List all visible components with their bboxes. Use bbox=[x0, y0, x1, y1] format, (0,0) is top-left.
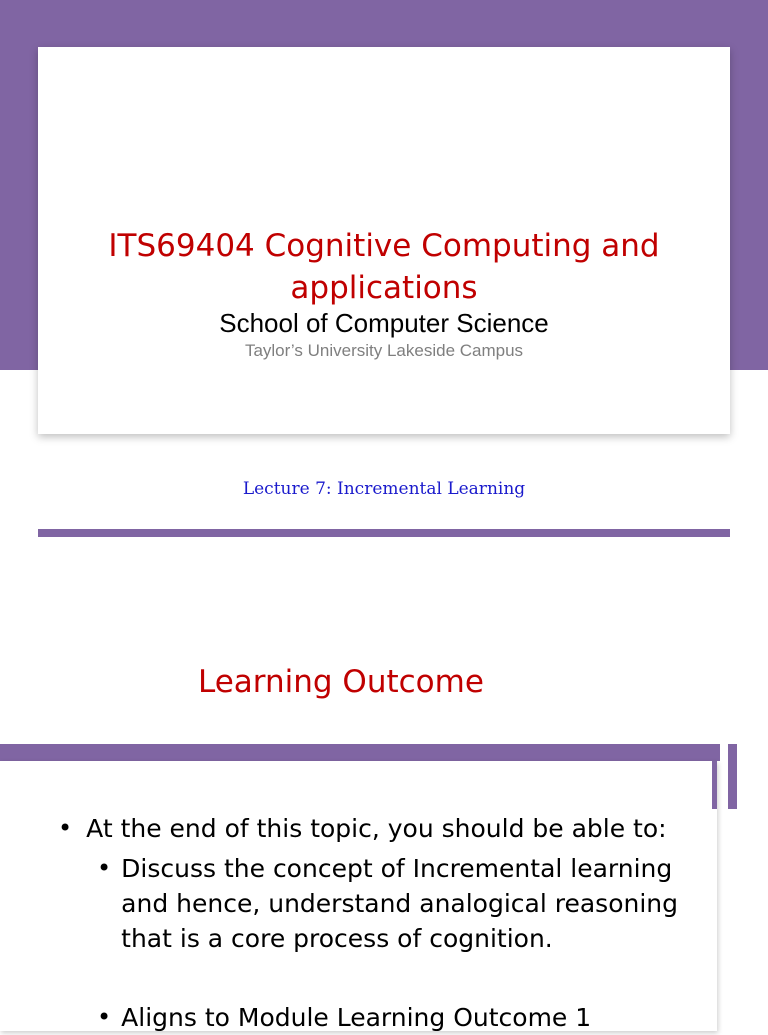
accent-bar-top bbox=[0, 744, 720, 761]
bullet-text: At the end of this topic, you should be able to: bbox=[86, 814, 667, 843]
title-card bbox=[38, 47, 730, 434]
bullet-dot-icon: • bbox=[97, 854, 112, 882]
accent-bar-side-inner bbox=[712, 761, 717, 809]
sub-bullet-item bbox=[97, 1000, 697, 1035]
bullet-dot-icon: • bbox=[58, 814, 73, 842]
slide-divider-bar bbox=[38, 529, 730, 537]
sub-bullet-item bbox=[97, 851, 697, 956]
bullet-dot-icon: • bbox=[97, 1003, 112, 1031]
lecture-label: Lecture 7: Incremental Learning bbox=[242, 479, 526, 499]
school-name: School of Computer Science bbox=[219, 308, 549, 338]
slide-title: Learning Outcome bbox=[198, 664, 484, 700]
course-title: ITS69404 Cognitive Computing and applications bbox=[108, 228, 660, 306]
campus-name: Taylor’s University Lakeside Campus bbox=[244, 341, 524, 360]
accent-bar-side-outer bbox=[728, 744, 737, 809]
bullet-text: Aligns to Module Learning Outcome 1 bbox=[121, 1003, 592, 1032]
bullet-item bbox=[58, 811, 667, 846]
bullet-text: Discuss the concept of Incremental learning and hence, understand analogical reasoning that is a core process of cognition. bbox=[121, 854, 679, 953]
learning-outcome-slide bbox=[0, 560, 768, 1032]
